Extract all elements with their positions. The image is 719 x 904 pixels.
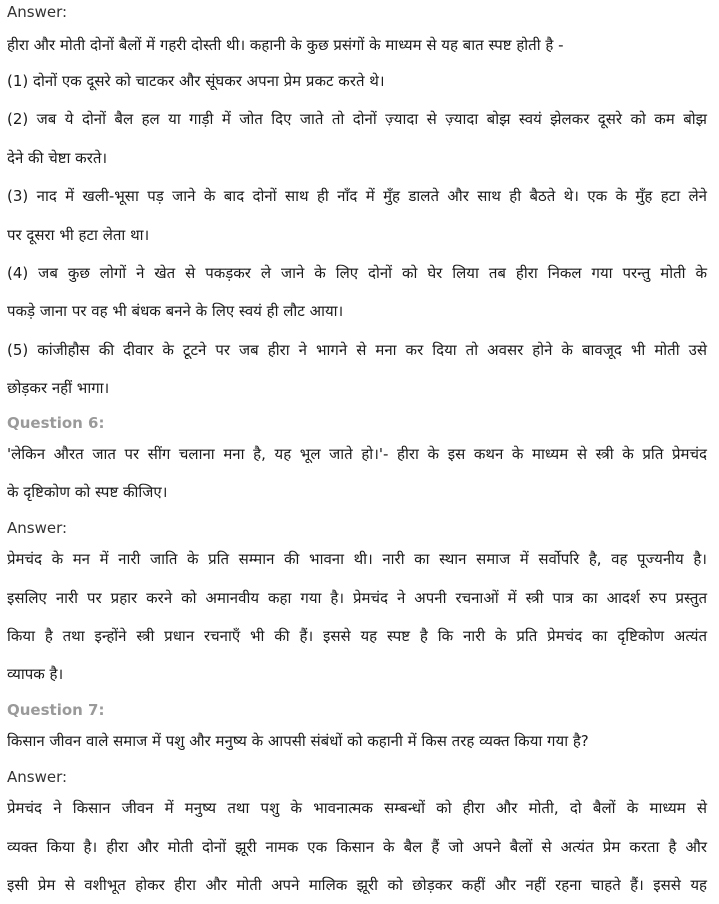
question-7-heading: Question 7:: [7, 701, 105, 719]
answer-point-4-cont: पकड़े जाना पर वह भी बंधक बनने के लिए स्वयं ही लौट आया।: [7, 302, 344, 320]
answer-point-5: (5) कांजीहौस की दीवार के टूटने पर जब हीरा ने भागने से मना कर दिया तो अवसर होने के बावजूद भी मोती उसे: [7, 341, 707, 359]
question-6-answer-line: इसलिए नारी पर प्रहार करने को अमानवीय कहा गया है। प्रेमचंद ने अपनी रचनाओं में स्त्री पात्र का आदर्श रुप प्रस्तुत: [7, 589, 707, 607]
answer-point-4: (4) जब कुछ लोगों ने खेत से पकड़कर ले जाने के लिए दोनों को घेर लिया तब हीरा निकल गया परन्तु मोती के: [7, 264, 707, 282]
question-6-text-cont: के दृष्टिकोण को स्पष्ट कीजिए।: [7, 483, 168, 501]
question-7-answer-line: प्रेमचंद ने किसान जीवन में मनुष्य तथा पशु के भावनात्मक सम्बन्धों को हीरा और मोती, दो बैलों के माध्यम से: [7, 799, 707, 817]
answer-label: Answer:: [7, 3, 68, 21]
question-6-text: 'लेकिन औरत जात पर सींग चलाना मना है, यह भूल जाते हो।'- हीरा के इस कथन के माध्यम से स्त्री के प्रति प्रेमचंद: [7, 445, 707, 463]
answer-point-3: (3) नाद में खली-भूसा पड़ जाने के बाद दोनों साथ ही नाँद में मुँह डालते और साथ ही बैठते थे। एक के मुँह हटा लेने: [7, 187, 707, 205]
question-6-answer-label: Answer:: [7, 519, 68, 537]
answer-point-5-cont: छोड़कर नहीं भागा।: [7, 379, 110, 397]
question-6-answer-line: प्रेमचंद के मन में नारी जाति के प्रति सम्मान की भावना थी। नारी का स्थान समाज में सर्वोपरि है, वह पूज्यनीय है।: [7, 550, 707, 568]
question-6-heading: Question 6:: [7, 414, 105, 432]
question-7-answer-line: व्यक्त किया है। हीरा और मोती दोनों झूरी नामक एक किसान के बैल हैं जो अपने बैलों से अत्यंत प्रेम करता है और: [7, 838, 707, 856]
answer-point-3-cont: पर दूसरा भी हटा लेता था।: [7, 226, 150, 244]
question-7-text: किसान जीवन वाले समाज में पशु और मनुष्य के आपसी संबंधों को कहानी में किस तरह व्यक्त किया गया है?: [7, 732, 589, 750]
answer-point-1: (1) दोनों एक दूसरे को चाटकर और सूंघकर अपना प्रेम प्रकट करते थे।: [7, 72, 385, 90]
answer-point-2-cont: देने की चेष्टा करते।: [7, 149, 108, 167]
question-6-answer-line: व्यापक है।: [7, 665, 64, 683]
question-7-answer-line: इसी प्रेम से वशीभूत होकर हीरा और मोती अपने मालिक झूरी को छोड़कर कहीं और नहीं रहना चाहते हैं। इससे यह: [7, 876, 707, 894]
question-7-answer-label: Answer:: [7, 768, 68, 786]
answer-point-2: (2) जब ये दोनों बैल हल या गाड़ी में जोत दिए जाते तो दोनों ज़्यादा से ज़्यादा बोझ स्वयं झेलकर दूसरे को कम बोझ: [7, 110, 707, 128]
answer-line: हीरा और मोती दोनों बैलों में गहरी दोस्ती थी। कहानी के कुछ प्रसंगों के माध्यम से यह बात स्पष्ट होती है -: [7, 36, 564, 54]
question-6-answer-line: किया है तथा इन्होंने स्त्री प्रधान रचनाएँ भी की हैं। इससे यह स्पष्ट है कि नारी के प्रति प्रेमचंद का दृष्टिकोण अत्यंत: [7, 627, 707, 645]
